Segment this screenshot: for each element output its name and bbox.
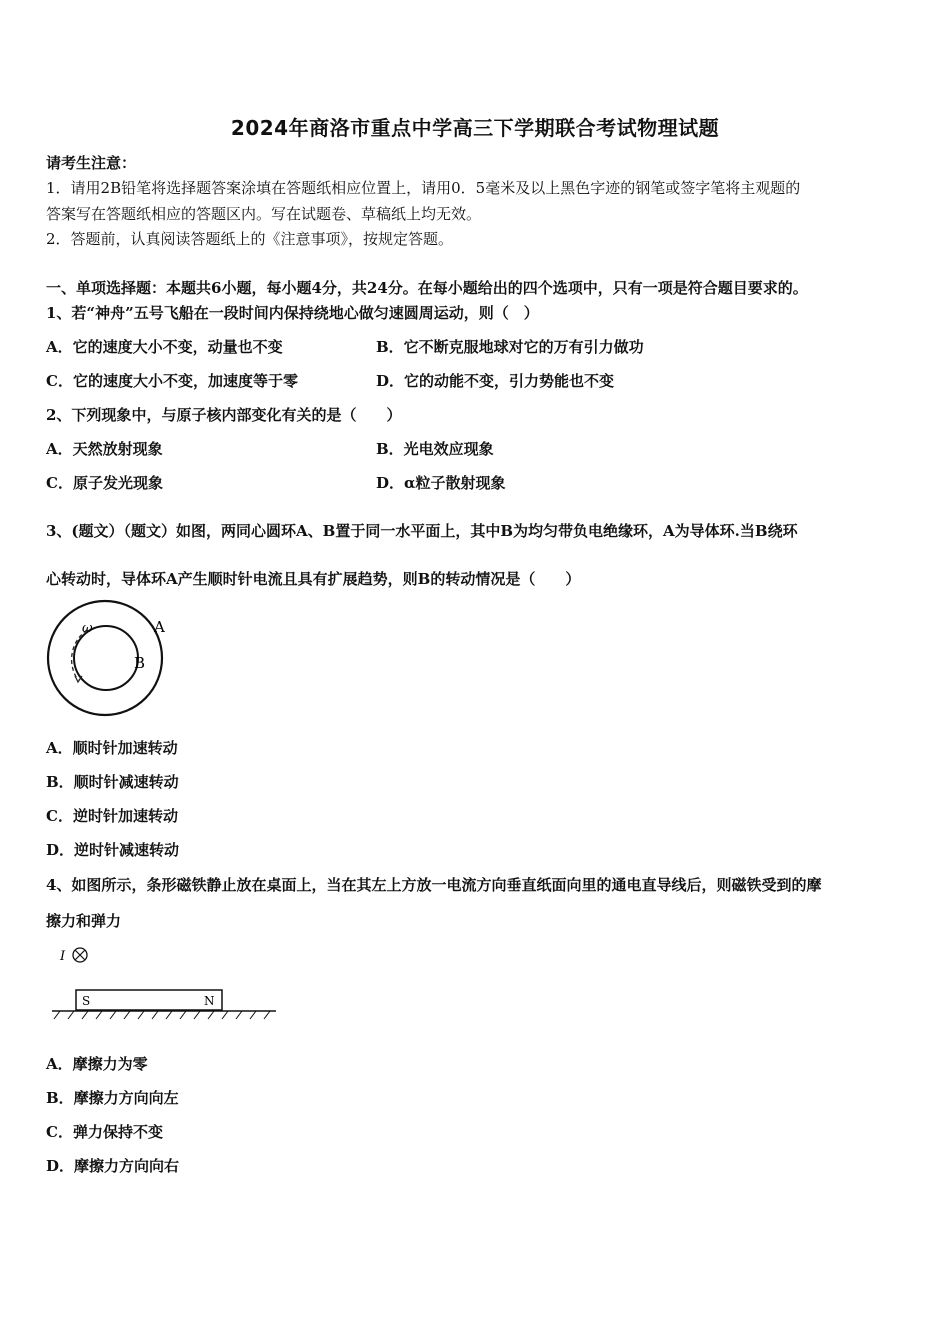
q2-option-b: B．光电效应现象 xyxy=(376,440,494,458)
q3-option-a: A．顺时针加速转动 xyxy=(46,739,178,757)
q4-option-c: C．弹力保持不变 xyxy=(46,1123,163,1141)
omega-label: ω xyxy=(82,621,93,636)
notice-heading: 请考生注意： xyxy=(46,154,137,172)
south-pole-label: S xyxy=(82,994,91,1008)
ring-b-label: B xyxy=(134,654,146,672)
q3-option-b: B．顺时针减速转动 xyxy=(46,773,179,791)
page-title: 2024年商洛市重点中学高三下学期联合考试物理试题 xyxy=(230,116,720,140)
notice-line-2: 2．答题前，认真阅读答题纸上的《注意事项》，按规定答题。 xyxy=(46,230,454,248)
q1-option-a: A．它的速度大小不变，动量也不变 xyxy=(46,338,283,356)
q2-option-d: D．α粒子散射现象 xyxy=(376,474,506,492)
q4-stem-line-1: 4、如图所示，条形磁铁静止放在桌面上，当在其左上方放一电流方向垂直纸面向里的通电直导线后，则磁铁受到的摩 xyxy=(46,876,822,894)
notice-line-1: 1．请用2B铅笔将选择题答案涂填在答题纸相应位置上，请用0．5毫米及以上黑色字迹的钢笔或签字笔将主观题的 xyxy=(46,179,801,197)
bar-magnet-figure xyxy=(46,940,286,1025)
q2-stem: 2、下列现象中，与原子核内部变化有关的是（ ） xyxy=(46,406,402,424)
q3-stem-line-1: 3、(题文）（题文）如图，两同心圆环A、B置于同一水平面上，其中B为均匀带负电绝缘环，A为导体环.当B绕环 xyxy=(46,522,798,540)
q1-option-c: C．它的速度大小不变，加速度等于零 xyxy=(46,372,298,390)
q2-option-c: C．原子发光现象 xyxy=(46,474,163,492)
notice-line-1b: 答案写在答题纸相应的答题区内。写在试题卷、草稿纸上均无效。 xyxy=(46,205,482,223)
q3-stem-line-2: 心转动时，导体环A产生顺时针电流且具有扩展趋势，则B的转动情况是（ ） xyxy=(46,570,581,588)
q1-stem: 1、若“神舟”五号飞船在一段时间内保持绕地心做匀速圆周运动，则（ ） xyxy=(46,304,539,322)
section-heading: 一、单项选择题：本题共6小题，每小题4分，共24分。在每小题给出的四个选项中，只有一项是符合题目要求的。 xyxy=(46,279,808,297)
table-hatching xyxy=(54,1011,270,1019)
north-pole-label: N xyxy=(204,994,215,1008)
q4-option-a: A．摩擦力为零 xyxy=(46,1055,148,1073)
q3-option-c: C．逆时针加速转动 xyxy=(46,807,178,825)
current-label: I xyxy=(60,949,66,964)
q4-option-d: D．摩擦力方向向右 xyxy=(46,1157,180,1175)
q3-option-d: D．逆时针减速转动 xyxy=(46,841,180,859)
concentric-rings-figure xyxy=(42,596,177,721)
q2-option-a: A．天然放射现象 xyxy=(46,440,163,458)
q4-option-b: B．摩擦力方向向左 xyxy=(46,1089,179,1107)
bar-magnet xyxy=(76,990,222,1010)
ring-a-label: A xyxy=(154,618,165,636)
q1-option-b: B．它不断克服地球对它的万有引力做功 xyxy=(376,338,644,356)
q1-option-d: D．它的动能不变，引力势能也不变 xyxy=(376,372,615,390)
q4-stem-line-2: 擦力和弹力 xyxy=(46,912,122,930)
